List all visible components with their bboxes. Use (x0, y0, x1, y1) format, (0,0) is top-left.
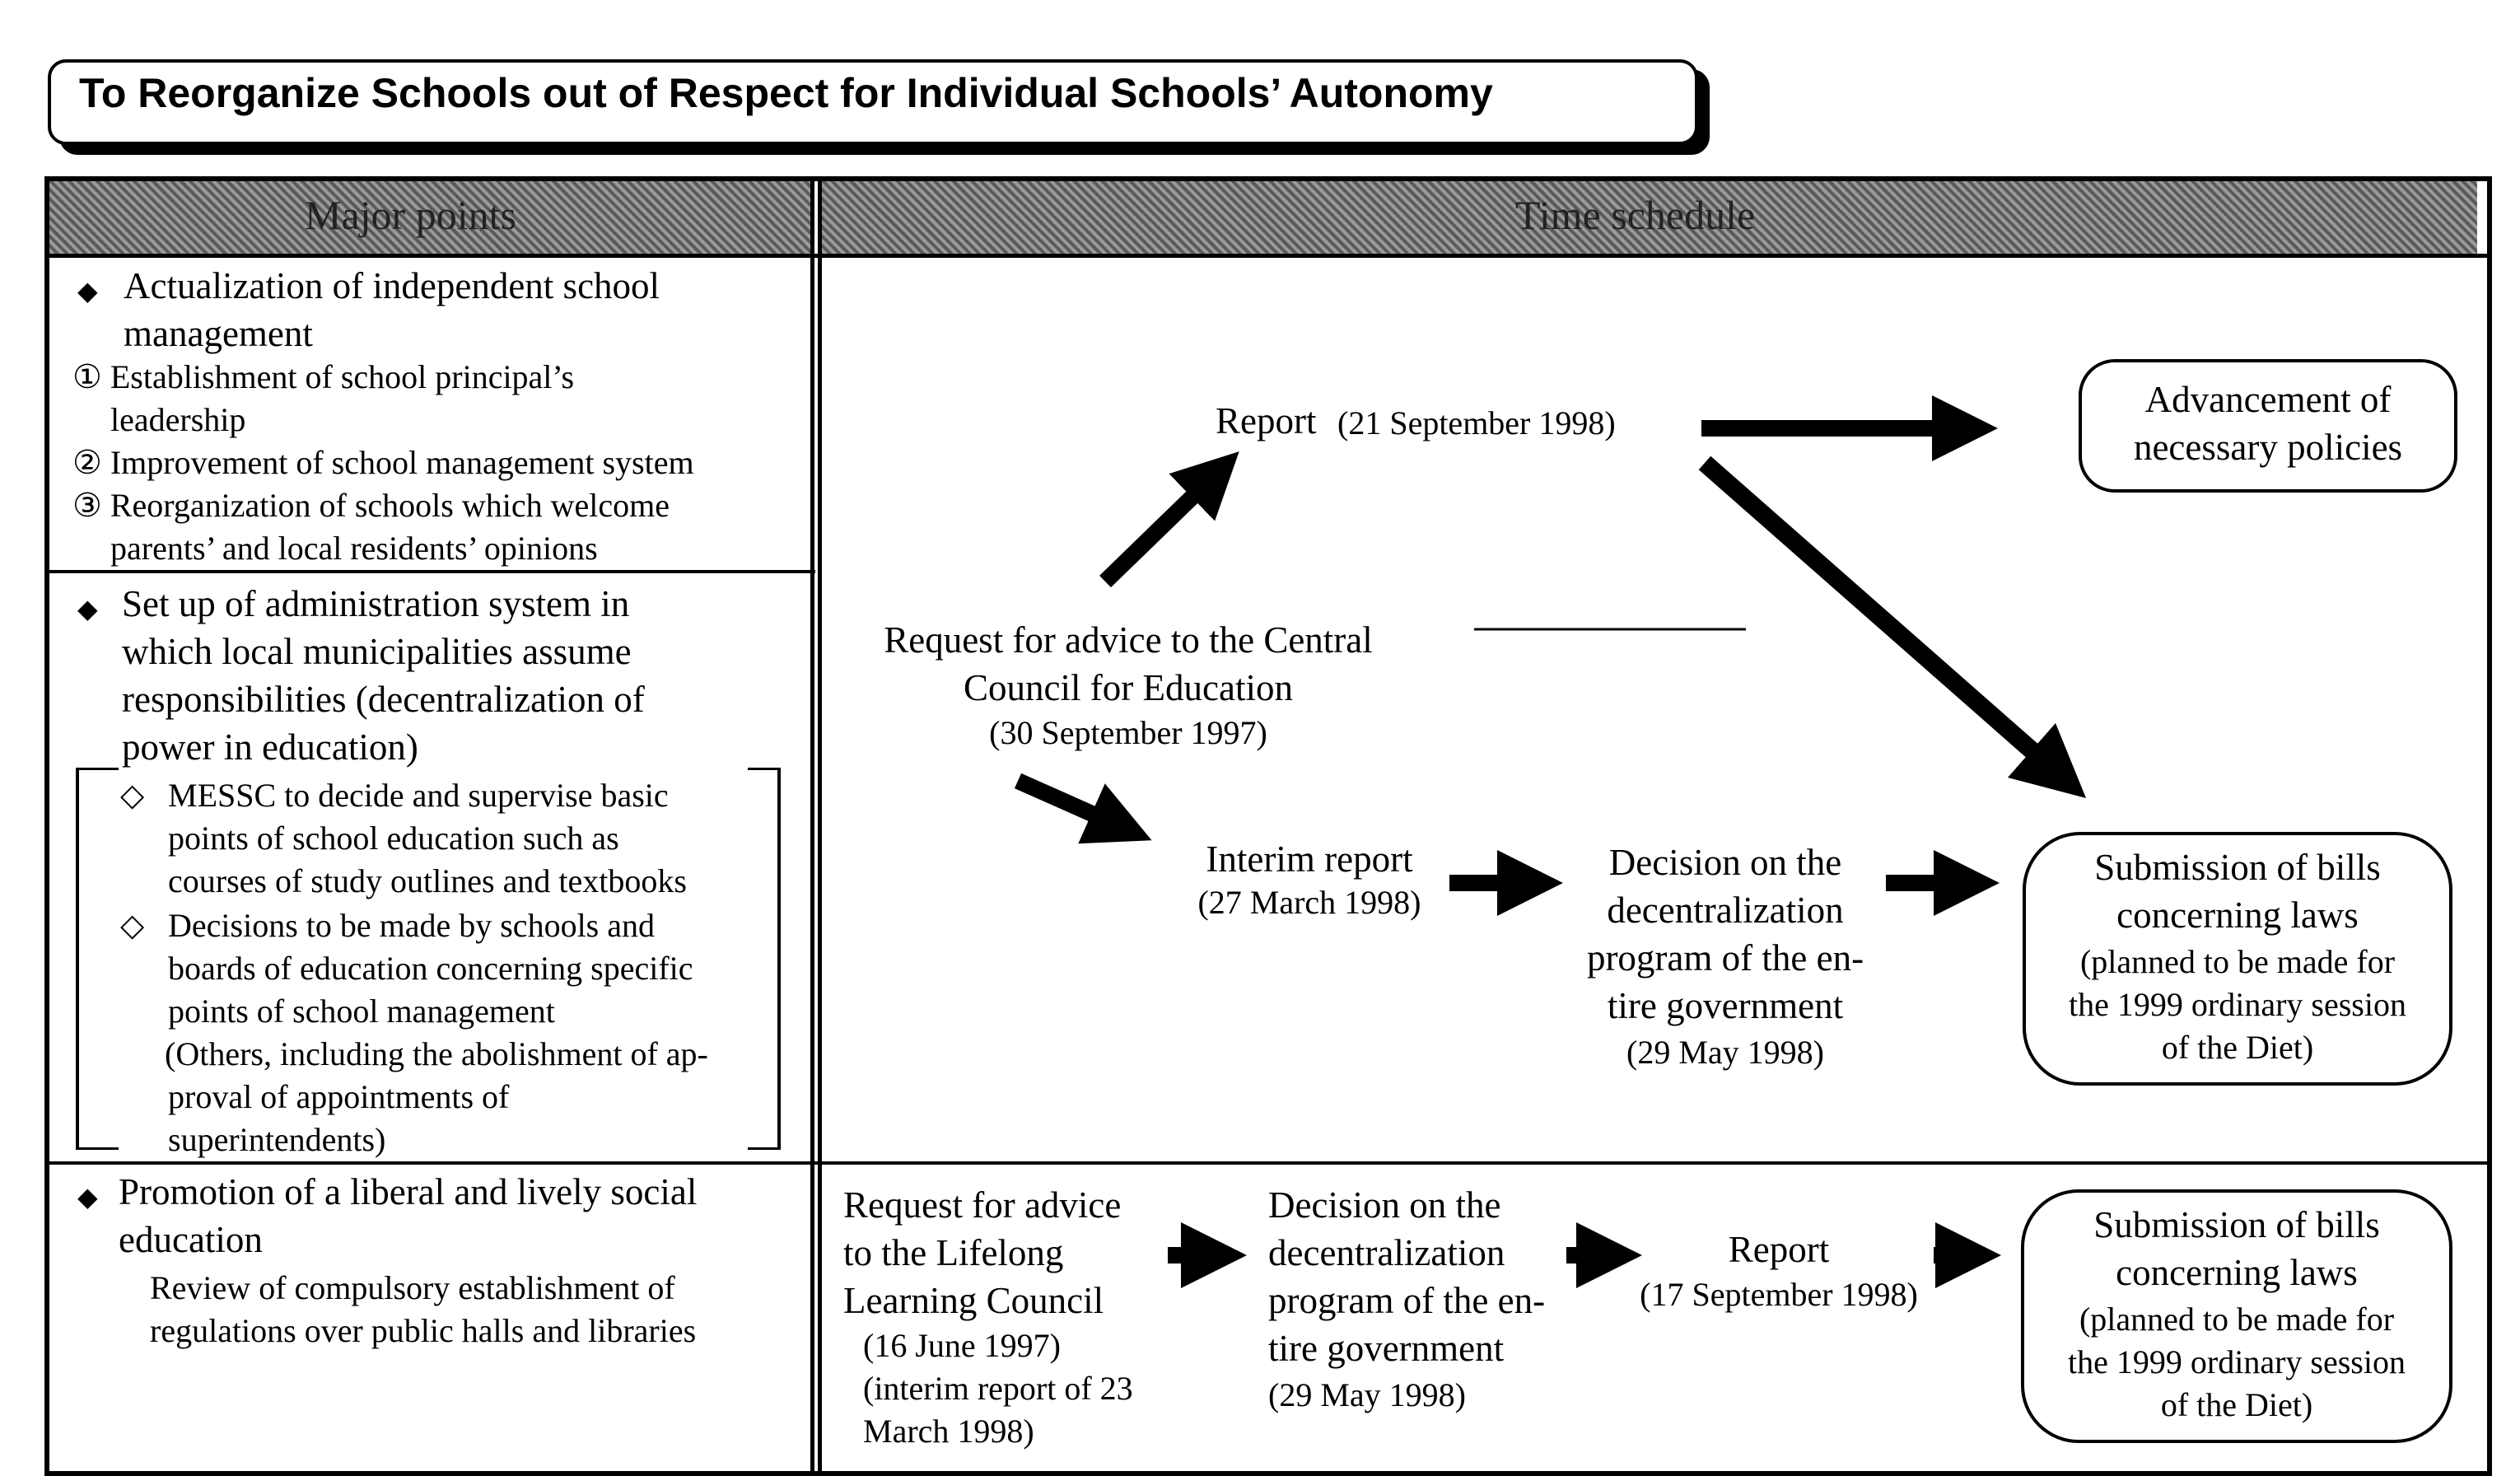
lifelong-interim-line1: (interim report of 23 (863, 1370, 1133, 1407)
decision-line1: Decision on the (1608, 842, 1842, 883)
sec1-item3-line1: ③ Reorganization of schools which welcome (72, 487, 670, 524)
sec2-note-line2: proval of appointments of (168, 1078, 510, 1115)
sec2-heading-line1: Set up of administration system in (122, 583, 630, 624)
sec2-sub2-line3: points of school management (168, 993, 555, 1030)
decision-bottom-line4: tire government (1268, 1328, 1505, 1369)
sec1-item1-line2: leadership (110, 401, 246, 438)
open-diamond-icon: ◇ (120, 908, 145, 943)
request-central-date: (30 September 1997) (989, 714, 1267, 751)
sec3-heading-line2: education (119, 1219, 263, 1260)
sec2-note-line3: superintendents) (168, 1121, 386, 1158)
arrow-request-to-report (1105, 474, 1216, 582)
submission-top-line4: the 1999 ordinary session (2069, 986, 2406, 1023)
decision-line4: tire government (1607, 985, 1844, 1026)
decision-date: (29 May 1998) (1626, 1034, 1824, 1071)
sec2-sub1-line2: points of school education such as (168, 820, 619, 857)
lifelong-request-line3: Learning Council (843, 1280, 1104, 1321)
request-central-line2: Council for Education (964, 667, 1293, 708)
diamond-bullet-icon: ◆ (77, 276, 98, 306)
decision-bottom-date: (29 May 1998) (1268, 1376, 1466, 1413)
sec1-heading-line1: Actualization of independent school (124, 265, 660, 306)
decision-line3: program of the en- (1586, 937, 1864, 979)
decision-bottom-line2: decentralization (1268, 1232, 1505, 1273)
decision-bottom-line3: program of the en- (1268, 1280, 1546, 1321)
sec2-note-line1: (Others, including the abolishment of ap- (165, 1035, 708, 1072)
header-major-points: Major points (305, 192, 516, 238)
request-central-line1: Request for advice to the Central (884, 619, 1373, 661)
interim-report-date: (27 March 1998) (1197, 884, 1421, 921)
sec1-item1-line1: ① Establishment of school principal’s (72, 358, 575, 395)
sec1-item3-line2: parents’ and local residents’ opinions (110, 530, 598, 567)
diamond-bullet-icon: ◆ (77, 594, 98, 624)
submission-bottom-line5: of the Diet) (2160, 1386, 2313, 1423)
sec1-heading-line2: management (124, 313, 313, 354)
sec3-detail-line2: regulations over public halls and libraries (150, 1312, 697, 1349)
interim-report-label: Interim report (1206, 838, 1413, 880)
submission-top-line2: concerning laws (2116, 894, 2359, 936)
lifelong-request-line2: to the Lifelong (843, 1232, 1064, 1273)
decision-line2: decentralization (1607, 890, 1844, 931)
sec2-sub2-line1: Decisions to be made by schools and (168, 907, 655, 944)
sec1-item2: ② Improvement of school management system (72, 444, 694, 481)
lifelong-request-line1: Request for advice (843, 1184, 1122, 1226)
sec2-heading-line2: which local municipalities assume (122, 631, 632, 672)
advancement-line1: Advancement of (2144, 379, 2392, 420)
sec2-sub1-line3: courses of study outlines and textbooks (168, 862, 687, 899)
submission-top-line3: (planned to be made for (2079, 943, 2396, 980)
sec2-heading-line4: power in education) (122, 726, 418, 768)
submission-top-line1: Submission of bills (2094, 847, 2381, 888)
lifelong-request-date: (16 June 1997) (863, 1327, 1061, 1364)
report-label: Report (1216, 400, 1317, 441)
report-bottom-label: Report (1728, 1229, 1830, 1270)
sec2-heading-line3: responsibilities (decentralization of (122, 679, 645, 720)
arrow-request-to-interim (1018, 781, 1122, 827)
arrow-report-to-submission (1705, 463, 2059, 774)
submission-bottom-line3: (planned to be made for (2079, 1301, 2395, 1338)
submission-bottom-line2: concerning laws (2116, 1252, 2358, 1293)
header-time-schedule: Time schedule (1515, 192, 1756, 238)
report-bottom-date: (17 September 1998) (1640, 1276, 1918, 1313)
submission-top-line5: of the Diet) (2161, 1029, 2314, 1066)
submission-bottom-line1: Submission of bills (2093, 1204, 2380, 1245)
sec3-heading-line1: Promotion of a liberal and lively social (119, 1171, 698, 1212)
advancement-line2: necessary policies (2133, 427, 2403, 468)
page-title: To Reorganize Schools out of Respect for Individual Schools’ Autonomy (79, 70, 1493, 116)
sec3-detail-line1: Review of compulsory establishment of (150, 1269, 675, 1306)
lifelong-interim-line2: March 1998) (863, 1413, 1034, 1450)
sec2-sub2-line2: boards of education concerning specific (168, 950, 693, 987)
submission-bottom-line4: the 1999 ordinary session (2068, 1343, 2406, 1380)
open-diamond-icon: ◇ (120, 778, 145, 813)
sec2-sub1-line1: MESSC to decide and supervise basic (168, 777, 669, 814)
report-date: (21 September 1998) (1337, 404, 1616, 441)
decision-bottom-line1: Decision on the (1268, 1184, 1501, 1226)
diamond-bullet-icon: ◆ (77, 1182, 98, 1212)
